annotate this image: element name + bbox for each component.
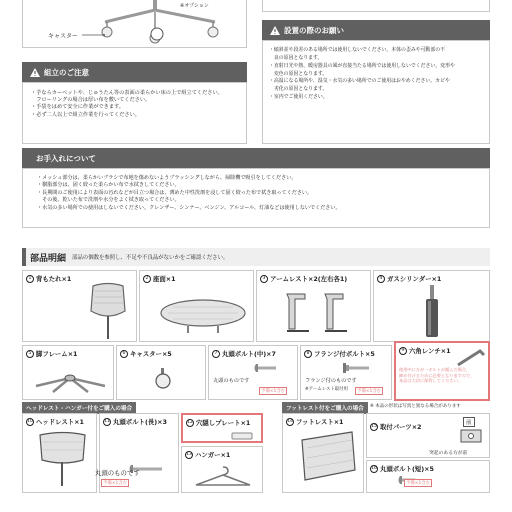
caster-label: キャスター <box>48 33 79 40</box>
bolt8-note: フランジ付のものです <box>305 378 357 384</box>
part-number: 5 <box>26 350 34 358</box>
wrench-note-line: 締め付けるために必要となりますので、 <box>399 372 475 378</box>
part-label: 丸頭ボルト(中)×7 <box>222 350 276 358</box>
part-number: 13 <box>186 452 192 457</box>
part-label: フットレスト×1 <box>296 418 344 426</box>
plate-icon <box>231 432 253 440</box>
installation-item: 良の原因となります。 <box>269 54 323 61</box>
part-number: 15 <box>371 424 377 429</box>
parts-subtitle: 部品の個数を参照し、不足や不良品がないかをご確認ください。 <box>72 255 229 261</box>
care-item: その後、乾いた布で洗剤や水分をよく拭き取ってください。 <box>37 197 180 204</box>
assembly-body <box>22 82 247 144</box>
base-frame-illustration <box>33 364 108 394</box>
bump-note: 突起のある方が前 <box>429 451 468 456</box>
chair-base-illustration <box>95 0 235 42</box>
headrest-illustration <box>35 430 90 488</box>
footrest-group-tab: フットレスト付をご購入の場合 <box>282 402 368 414</box>
part-number: 11 <box>104 419 110 424</box>
hex-wrench-icon <box>456 347 486 367</box>
care-item: ・樹脂部分は、固く絞った柔らかい布で水拭きしてください。 <box>37 182 180 189</box>
wrench-warning: ※ 本品の形状は写真と異なる場合があります <box>370 404 461 409</box>
part-number: 12 <box>187 420 193 425</box>
part-number: 4 <box>377 275 385 283</box>
assembly-item: ・必ず二人以上で組立作業を行ってください。 <box>31 111 140 118</box>
part-label: 取付パーツ×2 <box>380 423 422 431</box>
care-item: ・長期間のご使用により表面の汚れなどが目立つ場合は、薄めた中性洗剤を浸して固く絞った布で拭き取ってください。 <box>37 189 313 196</box>
assembly-item: ・芋ならカーペットや、じゅうたん等の表面の柔らかい床の上で組立てください。 <box>31 90 223 96</box>
footrest-illustration <box>297 430 359 488</box>
part-caster <box>116 345 206 400</box>
parts-title-bar <box>22 248 490 266</box>
assembly-item: ・手袋をはめて安全に作業ができます。 <box>31 104 124 111</box>
care-body <box>22 168 490 228</box>
part-armrest <box>256 270 371 342</box>
part-number: 2 <box>143 275 151 283</box>
bolt8-spare-stamp: 予備×1含む <box>357 389 382 394</box>
part-number: 6 <box>120 350 128 358</box>
installation-item: ・高温になる場所や、湿気・水気の多い場所でのご使用はおやめください。カビや <box>269 78 450 85</box>
bolt7-note: 丸頭のものです <box>213 378 250 384</box>
bolt8-sub-note: ※アームレスト取付用 <box>305 387 348 392</box>
caster-illustration <box>153 368 173 390</box>
bolt7-spare-stamp: 予備×1含む <box>261 389 286 394</box>
top-right-strip <box>262 0 490 12</box>
part-label: キャスター×5 <box>130 350 172 358</box>
part-number: 10 <box>27 419 33 424</box>
bolt-icon <box>253 363 278 373</box>
front-label: 前 <box>463 417 475 427</box>
part-label: アームレスト×2(左右各1) <box>270 275 348 283</box>
part-label: 脚フレーム×1 <box>36 350 78 358</box>
warning-icon <box>30 68 40 77</box>
bolt11-spare-stamp: 予備×1含む <box>103 481 128 486</box>
part-label: 丸頭ボルト(短)×5 <box>380 465 434 473</box>
part-label: ガスシリンダー×1 <box>387 275 442 283</box>
gas-cylinder-illustration <box>422 285 442 340</box>
mounting-part-illustration <box>457 426 487 446</box>
seat-illustration <box>158 291 248 336</box>
part-hanger <box>181 446 263 493</box>
part-hex-wrench <box>394 341 490 401</box>
part-number: 7 <box>212 350 220 358</box>
part-label: 座面×1 <box>153 275 176 283</box>
part-number: 9 <box>399 347 407 355</box>
installation-body <box>262 40 490 144</box>
part-label: 六角レンチ×1 <box>409 347 451 355</box>
part-number: 1 <box>26 275 34 283</box>
assembly-header <box>22 62 247 82</box>
part-label: ハンガー×1 <box>195 451 231 459</box>
part-round-bolt-medium <box>208 345 298 400</box>
part-footrest <box>282 413 364 493</box>
care-item: ・メッシュ部分は、柔らかいブラシで布地を傷めないようブラッシングしながら、掃除機で吸引をしてください。 <box>37 175 297 181</box>
wrench-note <box>399 367 474 384</box>
hanger-illustration <box>192 465 254 489</box>
assembly-item: フローリングの場合は厚い布を敷いてください。 <box>31 97 151 104</box>
part-label: 丸頭ボルト(長)×3 <box>113 418 167 426</box>
part-base-frame <box>22 345 114 400</box>
part-number: 14 <box>287 419 293 424</box>
part-number: 16 <box>371 466 377 471</box>
bolt16-spare-stamp: 予備×1含む <box>406 481 431 486</box>
flange-bolt-icon <box>343 363 371 373</box>
warning-icon <box>270 26 280 35</box>
headrest-group-tab: ヘッドレスト・ハンガー付をご購入の場合 <box>22 402 136 414</box>
part-label: フランジ付ボルト×5 <box>314 350 375 358</box>
installation-item: ・室内でご使用ください。 <box>269 94 328 101</box>
part-number: 3 <box>260 275 268 283</box>
part-mounting-parts <box>366 413 490 458</box>
part-number: 8 <box>304 350 312 358</box>
part-headrest <box>22 413 97 493</box>
caster-leader-line <box>82 34 107 38</box>
part-flange-bolt <box>300 345 392 400</box>
installation-header <box>262 20 490 40</box>
care-title: お手入れについて <box>36 153 96 163</box>
installation-item: ・直射日光や熱、暖房器具の風が直接当たる場所では使用しないでください。変形や <box>269 62 455 69</box>
installation-item: 劣化の原因となります。 <box>269 86 328 93</box>
wrench-note-line: 本品は大切に保管してください。 <box>399 378 462 384</box>
installation-item: 変色の原因となります。 <box>269 70 328 77</box>
care-item: ・水気の多い場所での使用はしないでください。クレンザー、シンナー、ベンジン、アルコール、灯油などは使用しないでください。 <box>37 204 341 211</box>
wrench-note-line: 使用中に万が一ボルトが緩んだ場合、 <box>399 367 471 372</box>
option-note: ※オプション <box>180 3 209 9</box>
part-backrest <box>22 270 137 342</box>
part-gas-cylinder <box>373 270 490 342</box>
part-seat <box>139 270 254 342</box>
bolt11-note: 丸頭のものです <box>95 469 140 477</box>
armrest-illustration <box>277 289 357 339</box>
part-label: 穴隠しプレート×1 <box>196 419 251 427</box>
part-label: ヘッドレスト×1 <box>36 418 84 426</box>
installation-item: ・傾斜並や段差のある場所では使用しないでください。本体の歪みや可動部の不 <box>269 47 446 53</box>
parts-title-accent <box>22 248 26 266</box>
assembly-title: 組立のご注意 <box>44 67 89 77</box>
part-label: 背もたれ×1 <box>36 275 72 283</box>
care-header <box>22 148 490 168</box>
part-round-bolt-short <box>366 460 490 493</box>
backrest-illustration <box>83 281 133 341</box>
part-hole-cover-plate <box>181 413 263 443</box>
installation-title: 設置の際のお願い <box>284 25 344 35</box>
parts-title: 部品明細 <box>30 253 67 264</box>
